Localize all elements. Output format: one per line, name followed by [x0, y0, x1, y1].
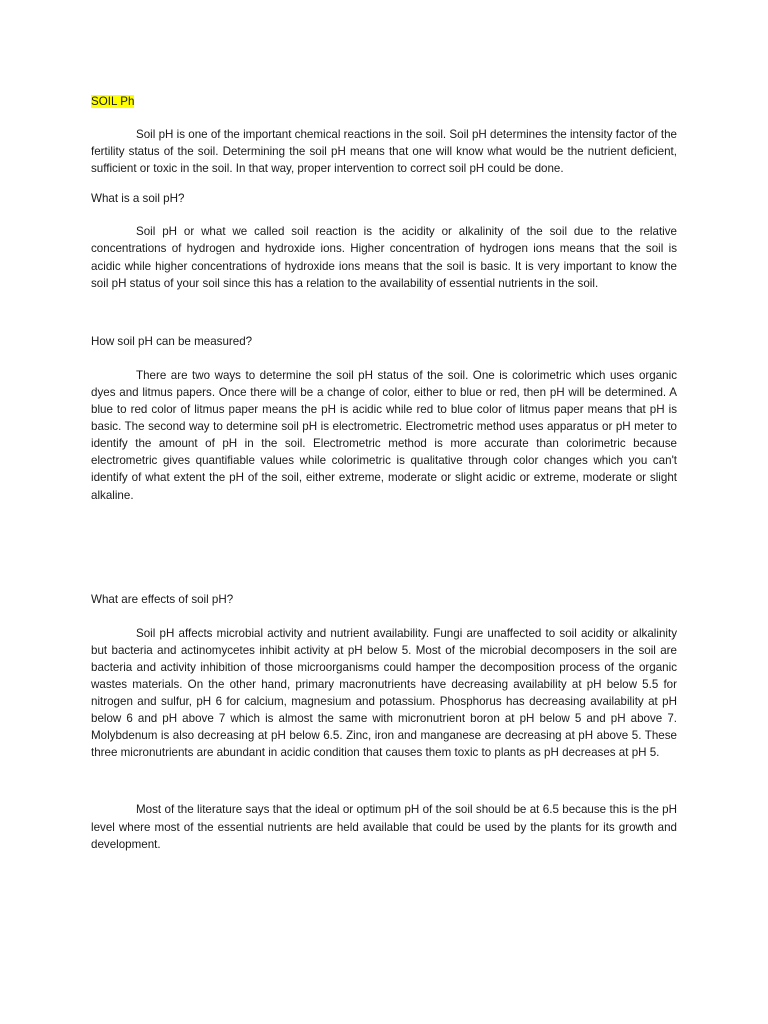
- title-highlight: SOIL Ph: [91, 95, 135, 108]
- document-title: [91, 94, 677, 110]
- heading-what-is-soil-ph: What is a soil pH?: [91, 192, 185, 206]
- document-page: [91, 94, 677, 853]
- paragraph-intro: Soil pH is one of the important chemical reactions in the soil. Soil pH determines the intensity factor of the fertility status of the soil. Determining the soil pH means that one will know what would be the nutrient deficient, sufficient or toxic in the soil. In that way, proper intervention to correct soil pH could be done.: [91, 128, 677, 176]
- heading-measurement: How soil pH can be measured?: [91, 334, 253, 348]
- paragraph-optimum-ph: Most of the literature says that the ideal or optimum pH of the soil should be at 6.5 because this is the pH level where most of the essential nutrients are held available that could be used by the plants for its growth and development.: [91, 803, 677, 851]
- paragraph-measurement: There are two ways to determine the soil pH status of the soil. One is colorimetric which uses organic dyes and litmus papers. Once there will be a change of color, either to blue or red, then pH will be determined. A blue to red color of litmus paper means the pH is acidic while red to blue color of litmus paper means that pH is basic. The second way to determine soil pH is electrometric. Electrometric method uses apparatus or pH meter to identify the amount of pH in the soil. Electrometric method is more accurate than colorimetric because electrometric gives quantifiable values while colorimetric is qualitative through color changes which you can't identify of what extent the pH of the soil, either extreme, moderate or slight acidic or extreme, moderate or slight alkaline.: [91, 368, 677, 502]
- paragraph-definition: Soil pH or what we called soil reaction is the acidity or alkalinity of the soil due to the relative concentrations of hydrogen and hydroxide ions. Higher concentration of hydrogen ions means that the soil is acidic while higher concentrations of hydroxide ions means that the soil is basic. It is very important to know the soil pH status of your soil since this has a relation to the availability of essential nutrients in the soil.: [91, 225, 677, 290]
- heading-effects: What are effects of soil pH?: [91, 592, 234, 606]
- paragraph-effects: Soil pH affects microbial activity and nutrient availability. Fungi are unaffected to soil acidity or alkalinity but bacteria and actinomycetes inhibit activity at pH below 5. Most of the microbial decomposers in the soil are bacteria and activity inhibition of those microorganisms could hamper the decomposition process of the organic wastes materials. On the other hand, primary macronutrients have decreasing availability at pH below 5.5 for nitrogen and sulfur, pH 6 for calcium, magnesium and potassium. Phosphorus has decreasing availability at pH below 6 and pH above 7 which is almost the same with micronutrient boron at pH below 5 and pH above 7. Molybdenum is also decreasing at pH below 6.5. Zinc, iron and manganese are decreasing at pH above 5. These three micronutrients are abundant in acidic condition that causes them toxic to plants as pH decreases at pH 5.: [91, 626, 677, 760]
